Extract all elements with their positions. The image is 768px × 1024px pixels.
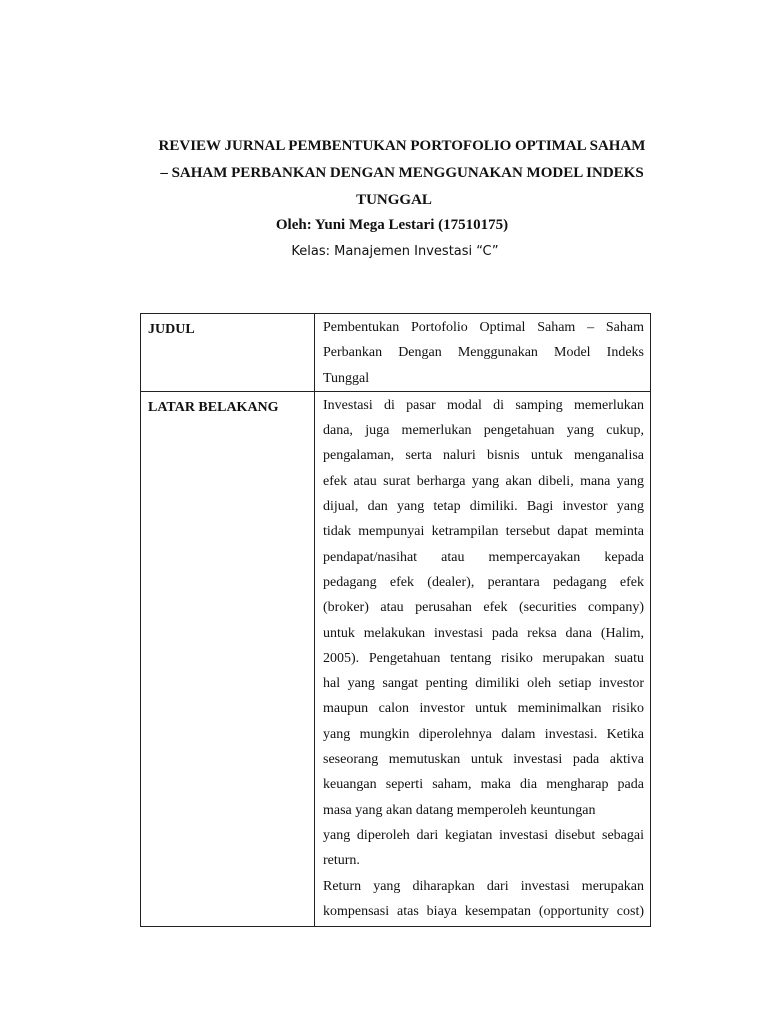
text-line: pendapat/nasihat atau mempercayakan kepada <box>323 549 644 565</box>
text-line: untuk melakukan investasi pada reksa dana (Halim, <box>323 625 644 641</box>
text-line: seseorang memutuskan untuk investasi pada aktiva <box>323 752 644 768</box>
row-content-latar-belakang <box>315 391 651 926</box>
latar-belakang-paragraph <box>323 393 644 924</box>
document-title-line-3: TUNGGAL <box>356 192 432 208</box>
text-line: efek atau surat berharga yang akan dibeli, mana yang <box>323 473 644 489</box>
class-line: Kelas: Manajemen Investasi “C” <box>291 244 499 259</box>
text-line: yang diperoleh dari kegiatan investasi disebut sebagai <box>323 827 644 843</box>
author-line: Oleh: Yuni Mega Lestari (17510175) <box>275 217 509 233</box>
text-line: (broker) atau perusahan efek (securities company) <box>323 600 644 616</box>
text-line: tidak mempunyai ketrampilan tersebut dapat meminta <box>323 524 644 540</box>
document-title-line-1: REVIEW JURNAL PEMBENTUKAN PORTOFOLIO OPTIMAL SAHAM <box>158 138 646 154</box>
text-line: kompensasi atas biaya kesempatan (opportunity cost) <box>323 903 644 919</box>
row-label-judul: JUDUL <box>141 314 315 392</box>
review-table <box>140 313 651 927</box>
judul-paragraph <box>323 315 644 391</box>
text-line: keuangan seperti saham, maka dia mengharap pada <box>323 777 644 793</box>
table-row-latar-belakang <box>141 391 651 926</box>
text-line: return. <box>323 853 360 869</box>
text-line: pengalaman, serta naluri bisnis untuk menganalisa <box>323 448 644 464</box>
text-line: dana, juga memerlukan pengetahuan yang cukup, <box>323 423 644 439</box>
table-row-judul <box>141 314 651 392</box>
text-line: Investasi di pasar modal di samping memerlukan <box>323 397 644 413</box>
text-line: pedagang efek (dealer), perantara pedagang efek <box>323 574 644 590</box>
text-line: hal yang sangat penting dimiliki oleh setiap investor <box>323 676 644 692</box>
text-line: Tunggal <box>323 370 370 386</box>
document-title-line-2: – SAHAM PERBANKAN DENGAN MENGGUNAKAN MODEL INDEKS <box>160 165 644 181</box>
text-line: masa yang akan datang memperoleh keuntungan <box>323 802 596 818</box>
text-line: Return yang diharapkan dari investasi merupakan <box>323 878 644 894</box>
text-line: dijual, dan yang tetap dimiliki. Bagi investor yang <box>323 499 644 515</box>
row-label-latar-belakang: LATAR BELAKANG <box>141 391 315 926</box>
text-line: Pembentukan Portofolio Optimal Saham – Saham <box>323 320 644 335</box>
text-line: 2005). Pengetahuan tentang risiko merupakan suatu <box>323 650 644 666</box>
text-line: maupun calon investor untuk meminimalkan risiko <box>323 701 644 717</box>
text-line: Perbankan Dengan Menggunakan Model Indeks <box>323 345 644 361</box>
text-line: yang mungkin diperolehnya dalam investasi. Ketika <box>323 726 644 742</box>
row-content-judul <box>315 314 651 392</box>
